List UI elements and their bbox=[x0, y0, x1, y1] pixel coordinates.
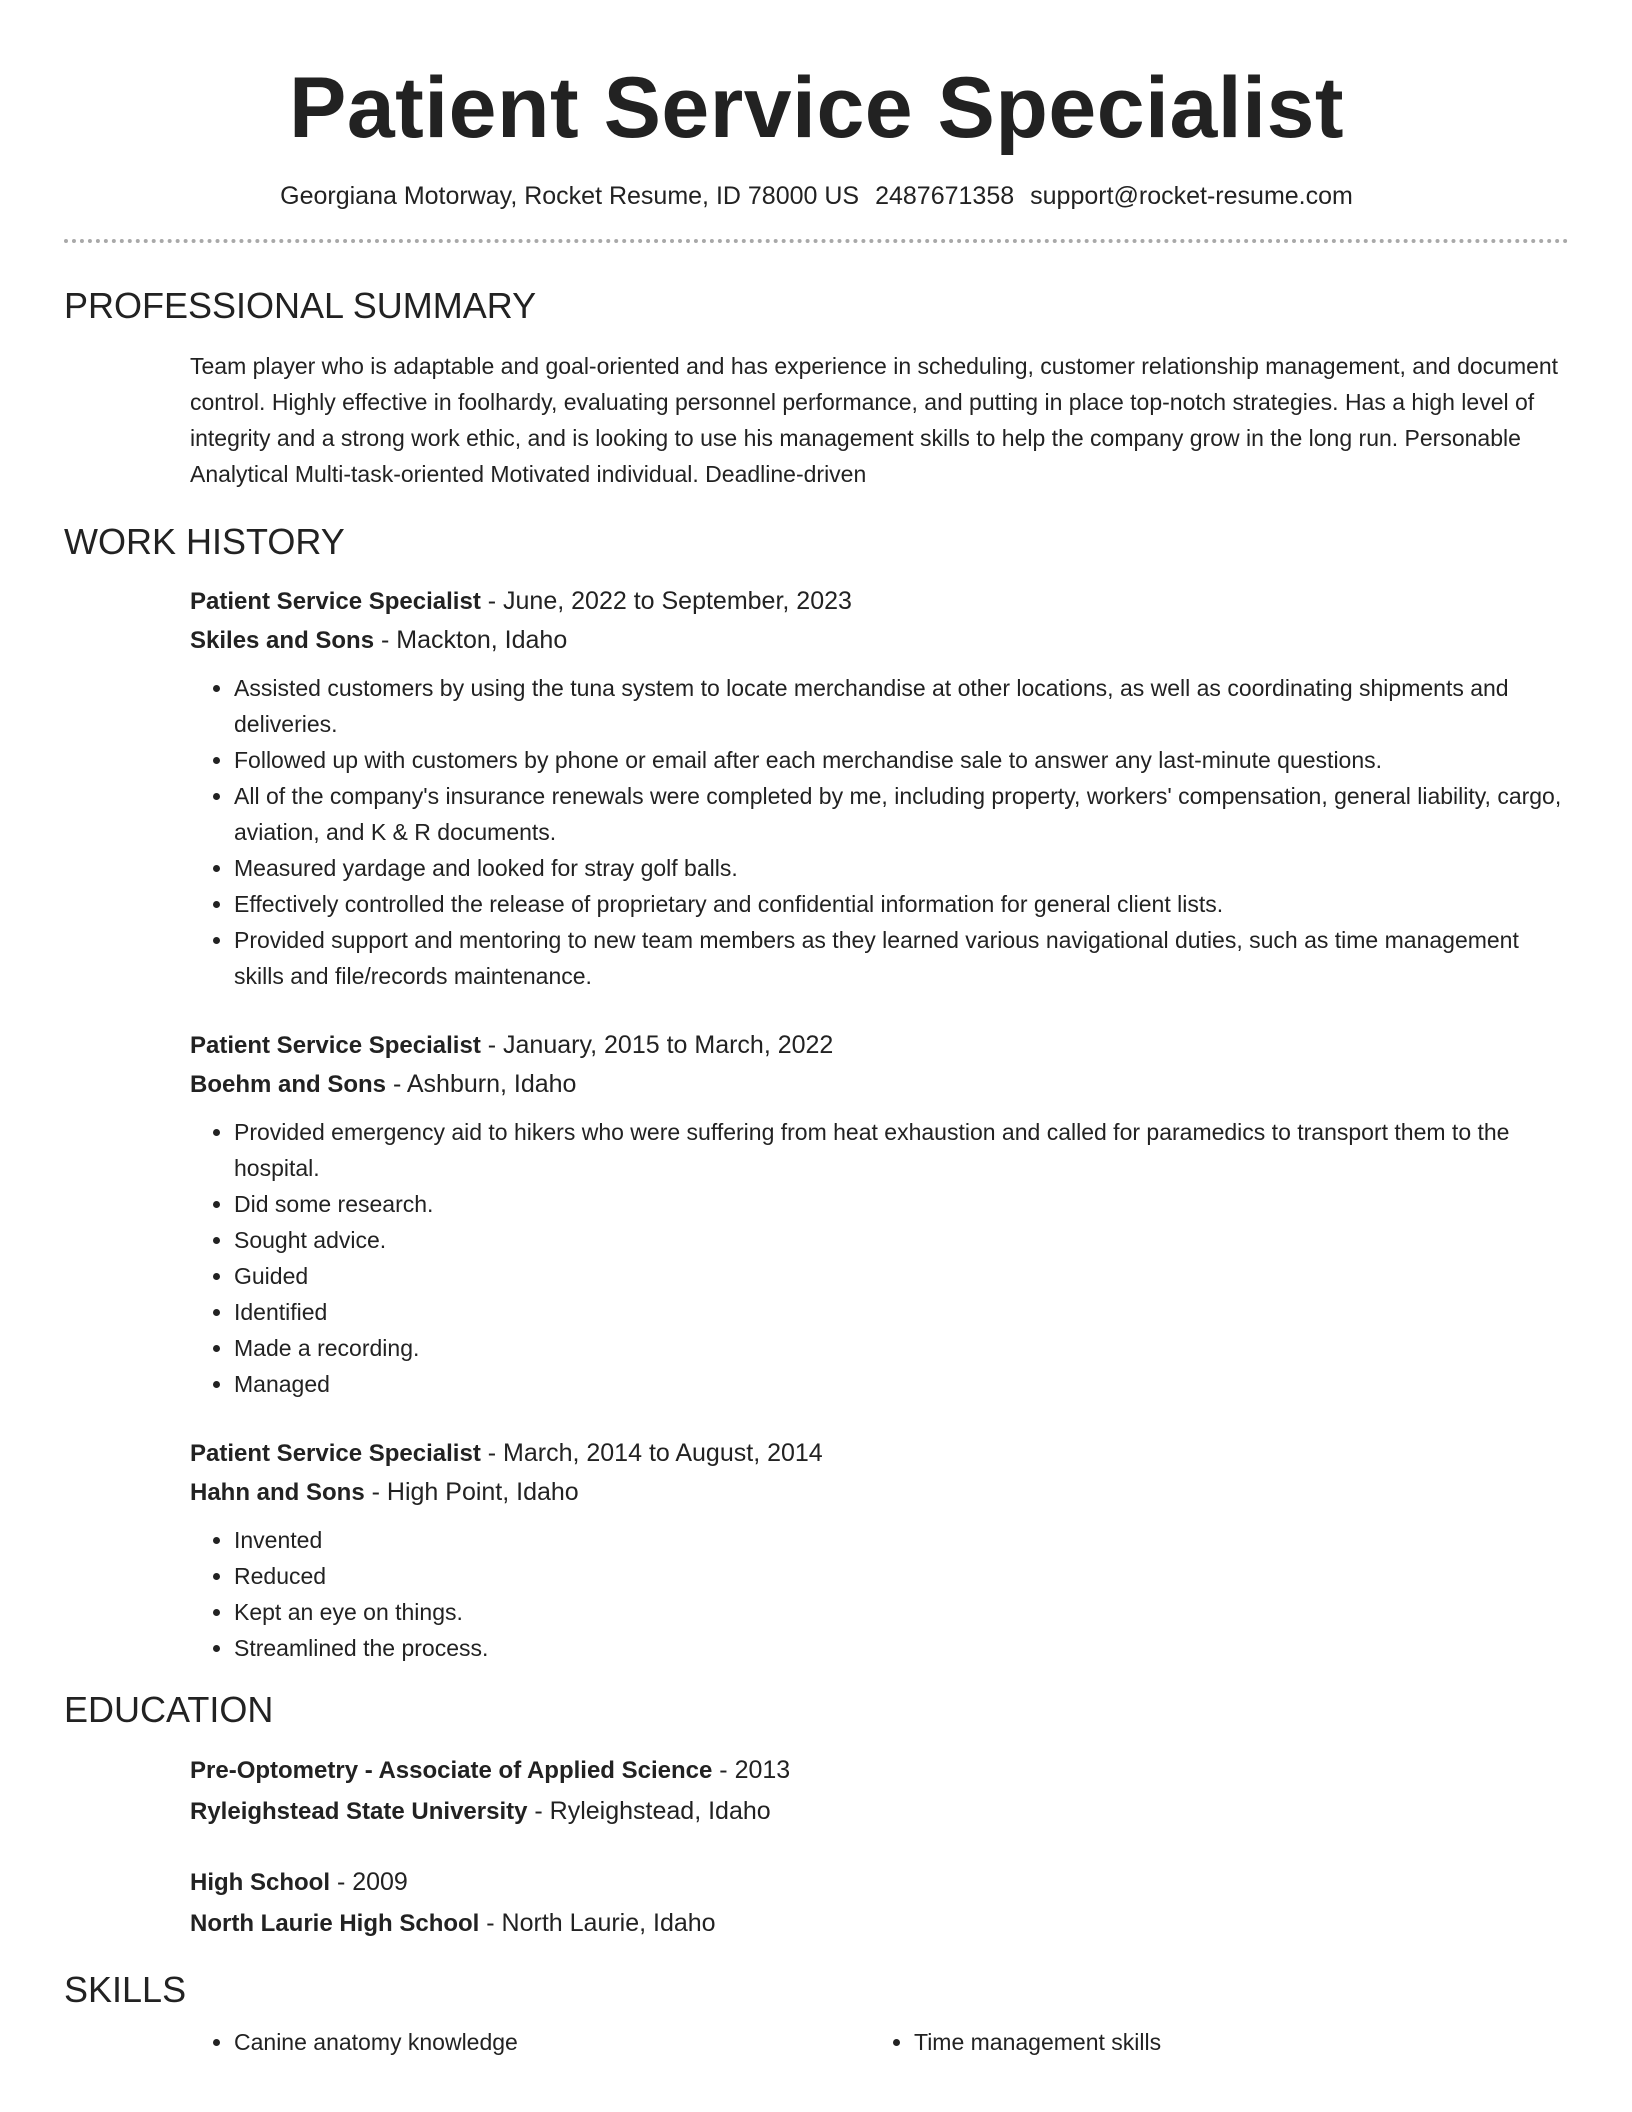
edu-school-line bbox=[190, 1903, 1569, 1944]
job-bullets bbox=[190, 1522, 1569, 1666]
header-divider bbox=[64, 239, 1569, 243]
job-role-line bbox=[190, 582, 1569, 621]
list-item: • Time management skills bbox=[914, 2024, 1550, 2060]
edu-year: - 2013 bbox=[712, 1756, 791, 1784]
edu-degree-line bbox=[190, 1750, 1569, 1791]
job-role: Patient Service Specialist bbox=[190, 1032, 481, 1059]
education-list bbox=[190, 1750, 1569, 1944]
list-item: • Streamlined the process. bbox=[234, 1630, 1569, 1666]
list-item: • Sought advice. bbox=[234, 1222, 1569, 1258]
job-entry bbox=[190, 1434, 1569, 1666]
contact-phone: 2487671358 bbox=[875, 182, 1015, 210]
list-item: • Kept an eye on things. bbox=[234, 1594, 1569, 1630]
job-location: - Ashburn, Idaho bbox=[386, 1070, 577, 1098]
section-title-summary: PROFESSIONAL SUMMARY bbox=[64, 285, 537, 326]
job-dates: - March, 2014 to August, 2014 bbox=[480, 1439, 823, 1467]
list-item: • Reduced bbox=[234, 1558, 1569, 1594]
edu-degree-line bbox=[190, 1862, 1569, 1903]
job-role-line bbox=[190, 1434, 1569, 1473]
section-title-skills: SKILLS bbox=[64, 1969, 187, 2010]
job-dates: - June, 2022 to September, 2023 bbox=[480, 587, 852, 615]
list-item: • Made a recording. bbox=[234, 1330, 1569, 1366]
list-item: • Managed bbox=[234, 1366, 1569, 1402]
education-entry bbox=[190, 1750, 1569, 1832]
job-bullets bbox=[190, 670, 1569, 994]
work-history bbox=[190, 582, 1569, 1666]
list-item: • Identified bbox=[234, 1294, 1569, 1330]
job-role: Patient Service Specialist bbox=[190, 1440, 481, 1467]
list-item: • All of the company's insurance renewals were completed by me, including property, workers' compensation, general liability, cargo, aviation, and K & R documents. bbox=[234, 778, 1569, 850]
edu-degree: High School bbox=[190, 1869, 330, 1896]
job-entry bbox=[190, 582, 1569, 994]
list-item: • Effectively controlled the release of proprietary and confidential information for general client lists. bbox=[234, 886, 1569, 922]
edu-year: - 2009 bbox=[330, 1868, 408, 1896]
job-company-line bbox=[190, 1473, 1569, 1512]
edu-school: North Laurie High School bbox=[190, 1910, 480, 1937]
contact-address: Georgiana Motorway, Rocket Resume, ID 78000 US bbox=[280, 182, 860, 210]
list-item: • Canine anatomy knowledge bbox=[234, 2024, 870, 2060]
skills-column-left bbox=[190, 2024, 870, 2060]
job-role-line bbox=[190, 1026, 1569, 1065]
contact-line bbox=[64, 180, 1569, 212]
list-item: • Invented bbox=[234, 1522, 1569, 1558]
job-company: Boehm and Sons bbox=[190, 1071, 387, 1098]
edu-degree: Pre-Optometry - Associate of Applied Science bbox=[190, 1757, 713, 1784]
list-item: • Followed up with customers by phone or email after each merchandise sale to answer any last-minute questions. bbox=[234, 742, 1569, 778]
job-company-line bbox=[190, 1065, 1569, 1104]
list-item: • Assisted customers by using the tuna system to locate merchandise at other locations, as well as coordinating shipments and deliveries. bbox=[234, 670, 1569, 742]
list-item: • Did some research. bbox=[234, 1186, 1569, 1222]
skills-list bbox=[190, 2024, 1569, 2060]
section-title-work-history: WORK HISTORY bbox=[64, 521, 345, 562]
job-dates: - January, 2015 to March, 2022 bbox=[480, 1031, 834, 1059]
edu-school: Ryleighstead State University bbox=[190, 1798, 528, 1825]
resume-page bbox=[64, 0, 1569, 2060]
edu-location: - Ryleighstead, Idaho bbox=[527, 1797, 771, 1825]
edu-location: - North Laurie, Idaho bbox=[479, 1909, 716, 1937]
list-item: • Provided emergency aid to hikers who were suffering from heat exhaustion and called for paramedics to transport them to the hospital. bbox=[234, 1114, 1569, 1186]
list-item: • Provided support and mentoring to new team members as they learned various navigational duties, such as time management skills and file/records maintenance. bbox=[234, 922, 1569, 994]
job-location: - High Point, Idaho bbox=[364, 1478, 579, 1506]
job-company-line bbox=[190, 621, 1569, 660]
section-title-education: EDUCATION bbox=[64, 1689, 274, 1730]
page-title: Patient Service Specialist bbox=[288, 60, 1345, 156]
job-role: Patient Service Specialist bbox=[190, 588, 481, 615]
summary-text: Team player who is adaptable and goal-oriented and has experience in scheduling, customer relationship management, and document control. Highly effective in foolhardy, evaluating personnel performance, and putting in place top-notch strategies. Has a high level of integrity and a strong work ethic, and is looking to use his management skills to help the company grow in the long run. Personable Analytical Multi-task-oriented Motivated individual. Deadline-driven bbox=[190, 353, 1559, 487]
job-bullets bbox=[190, 1114, 1569, 1402]
edu-school-line bbox=[190, 1791, 1569, 1832]
job-company: Hahn and Sons bbox=[190, 1479, 365, 1506]
list-item: • Guided bbox=[234, 1258, 1569, 1294]
job-company: Skiles and Sons bbox=[190, 627, 375, 654]
job-location: - Mackton, Idaho bbox=[374, 626, 568, 654]
education-entry bbox=[190, 1862, 1569, 1944]
job-entry bbox=[190, 1026, 1569, 1402]
list-item: • Measured yardage and looked for stray golf balls. bbox=[234, 850, 1569, 886]
skills-column-right bbox=[870, 2024, 1550, 2060]
contact-email[interactable]: support@rocket-resume.com bbox=[1030, 182, 1353, 210]
